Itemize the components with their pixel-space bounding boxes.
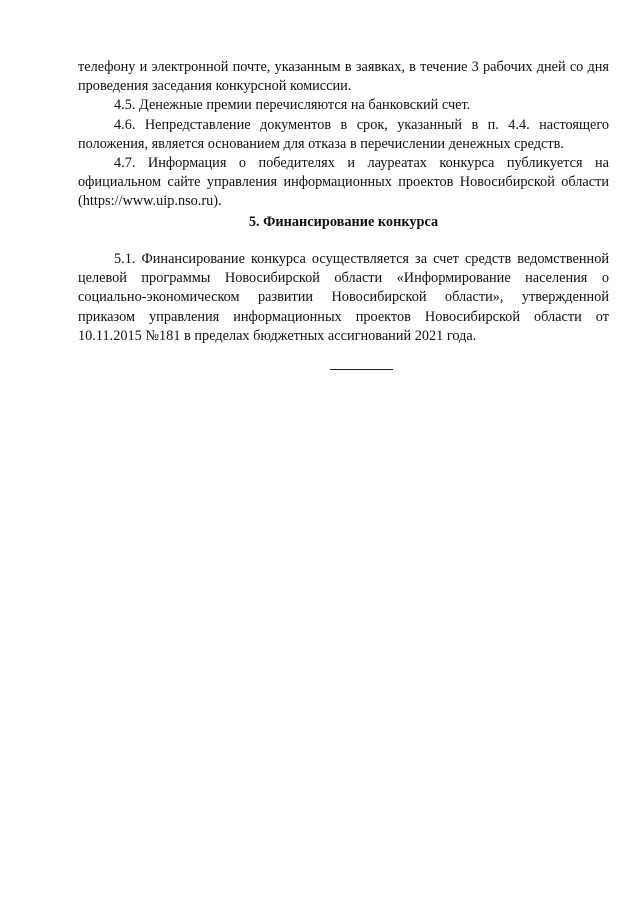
paragraph-4-7: 4.7. Информация о победителях и лауреатах конкурса публикуется на официальном сайте управления информационных проектов Новосибирской области (https://www.uip.nso.ru). [78, 155, 609, 210]
end-of-document-rule [330, 369, 393, 370]
section-4-text [78, 58, 609, 212]
paragraph-4-5: 4.5. Денежные премии перечисляются на банковский счет. [114, 97, 471, 114]
paragraph-4-6: 4.6. Непредставление документов в срок, указанный в п. 4.4. настоящего положения, является основанием для отказа в перечислении денежных средств. [78, 116, 609, 152]
section-5-title: 5. Финансирование конкурса [248, 214, 439, 230]
paragraph-5-1: 5.1. Финансирование конкурса осуществляется за счет средств ведомственной целевой программы Новосибирской области «Информирование населения о социально-экономическом развитии Новосибирской области», утвержденной приказом управления информационных проектов Новосибирской области от 10.11.2015 №181 в пределах бюджетных ассигнований 2021 года. [78, 251, 609, 344]
paragraph-4-4-continuation: телефону и электронной почте, указанным в заявках, в течение 3 рабочих дней со дня проведения заседания конкурсной комиссии. [78, 59, 609, 95]
